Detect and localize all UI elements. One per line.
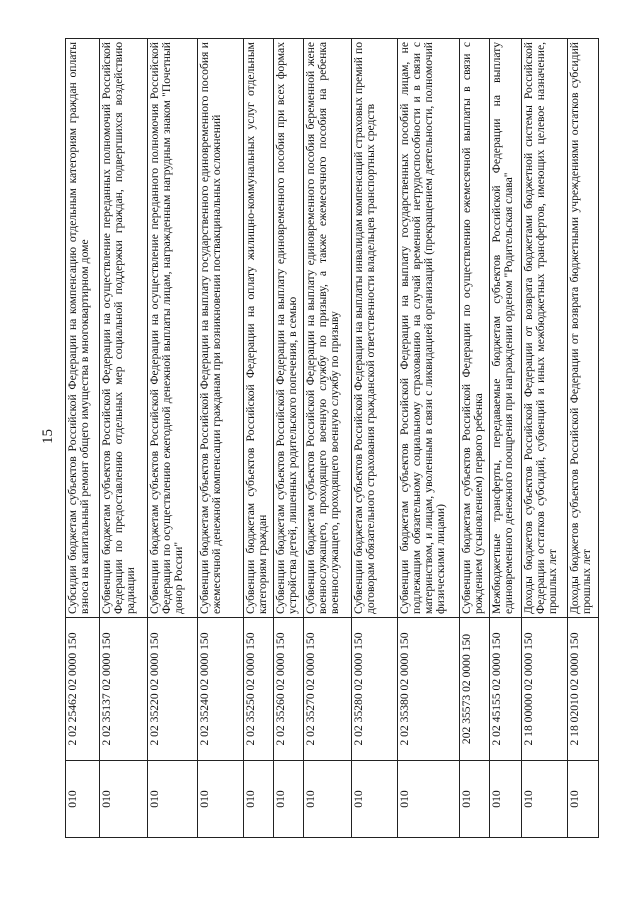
admin-code-cell: 010 — [352, 761, 398, 838]
admin-code-cell: 010 — [460, 761, 490, 838]
admin-code-cell: 010 — [398, 761, 460, 838]
budget-code-cell: 2 02 35220 02 0000 150 — [148, 618, 198, 761]
budget-code-cell: 2 02 35250 02 0000 150 — [244, 618, 274, 761]
description-cell: Субвенции бюджетам субъектов Российской Федерации на выплату единовременного пособия беременной жене военнослужащего, проходящего военную службу по призыву, а также ежемесячного пособия на ребенка военнослужащего, проходящего военную службу по призыву — [304, 39, 352, 618]
table-row — [304, 39, 352, 838]
table-row — [100, 39, 148, 838]
description-cell: Субсидии бюджетам субъектов Российской Федерации на компенсацию отдельным категориям граждан оплаты взноса на капитальный ремонт общего имущества в многоквартирном доме — [66, 39, 100, 618]
admin-code-cell: 010 — [244, 761, 274, 838]
budget-code-cell: 2 18 02010 02 0000 150 — [568, 618, 599, 761]
table-row — [352, 39, 398, 838]
revenue-codes-table — [65, 38, 599, 838]
budget-code-cell: 202 35573 02 0000 150 — [460, 618, 490, 761]
table-row — [148, 39, 198, 838]
description-cell: Субвенции бюджетам субъектов Российской Федерации на выплаты инвалидам компенсаций страховых премий по договорам обязательного страхования гражданской ответственности владельцев транспортных средств — [352, 39, 398, 618]
description-cell: Доходы бюджетов субъектов Российской Федерации от возврата бюджетными учреждениями остатков субсидий прошлых лет — [568, 39, 599, 618]
table-row — [244, 39, 274, 838]
description-cell: Субвенции бюджетам субъектов Российской Федерации по осуществлению ежемесячной выплаты в связи с рождением (усыновлением) первого ребенка — [460, 39, 490, 618]
table-row — [568, 39, 599, 838]
table-row — [460, 39, 490, 838]
budget-code-cell: 2 02 35280 02 0000 150 — [352, 618, 398, 761]
table-row — [198, 39, 244, 838]
budget-code-cell: 2 02 35137 02 0000 150 — [100, 618, 148, 761]
admin-code-cell: 010 — [100, 761, 148, 838]
admin-code-cell: 010 — [148, 761, 198, 838]
description-cell: Доходы бюджетов субъектов Российской Федерации от возврата бюджетами бюджетной системы Российской Федерации остатков субсидий, субвенций и иных межбюджетных трансфертов, имеющих целевое назначение, прошлых лет — [522, 39, 568, 618]
admin-code-cell: 010 — [490, 761, 522, 838]
description-cell: Субвенции бюджетам субъектов Российской Федерации на выплату единовременного пособия при всех формах устройства детей, лишенных родительского попечения, в семью — [274, 39, 304, 618]
budget-code-cell: 2 18 00000 02 0000 150 — [522, 618, 568, 761]
admin-code-cell: 010 — [66, 761, 100, 838]
budget-code-cell: 2 02 35380 02 0000 150 — [398, 618, 460, 761]
table-row — [274, 39, 304, 838]
description-cell: Субвенции бюджетам субъектов Российской Федерации на оплату жилищно-коммунальных услуг отдельным категориям граждан — [244, 39, 274, 618]
page-number: 15 — [40, 429, 56, 444]
table-row — [490, 39, 522, 838]
admin-code-cell: 010 — [568, 761, 599, 838]
admin-code-cell: 010 — [274, 761, 304, 838]
budget-code-cell: 2 02 35260 02 0000 150 — [274, 618, 304, 761]
admin-code-cell: 010 — [304, 761, 352, 838]
table-row — [522, 39, 568, 838]
description-cell: Субвенции бюджетам субъектов Российской Федерации на выплату государственных пособий лицам, не подлежащим обязательному социальному страхованию на случай временной нетрудоспособности и в связи с материнством, и лицам, уволенным в связи с ликвидацией организаций (прекращением деятельности, полномочий физическими лицами) — [398, 39, 460, 618]
table-row — [398, 39, 460, 838]
admin-code-cell: 010 — [198, 761, 244, 838]
table-row — [66, 39, 100, 838]
budget-code-cell: 2 02 45155 02 0000 150 — [490, 618, 522, 761]
budget-code-cell: 2 02 35270 02 0000 150 — [304, 618, 352, 761]
description-cell: Межбюджетные трансферты, передаваемые бюджетам субъектов Российской Федерации на выплату единовременного денежного поощрения при награждении орденом "Родительская слава" — [490, 39, 522, 618]
budget-code-cell: 2 02 25462 02 0000 150 — [66, 618, 100, 761]
rotated-table-container — [65, 38, 593, 838]
admin-code-cell: 010 — [522, 761, 568, 838]
description-cell: Субвенции бюджетам субъектов Российской Федерации на выплату государственного единовременного пособия и ежемесячной денежной компенсации гражданам при возникновении поствакцинальных осложнений — [198, 39, 244, 618]
description-cell: Субвенции бюджетам субъектов Российской Федерации на осуществление переданных полномочий Российской Федерации по предоставлению отдельных мер социальной поддержки граждан, подвергшихся воздействию радиации — [100, 39, 148, 618]
budget-code-cell: 2 02 35240 02 0000 150 — [198, 618, 244, 761]
description-cell: Субвенции бюджетам субъектов Российской Федерации на осуществление переданного полномочия Российской Федерации по осуществлению ежегодной денежной выплаты лицам, награжденным нагрудным знаком "Почетный донор России" — [148, 39, 198, 618]
